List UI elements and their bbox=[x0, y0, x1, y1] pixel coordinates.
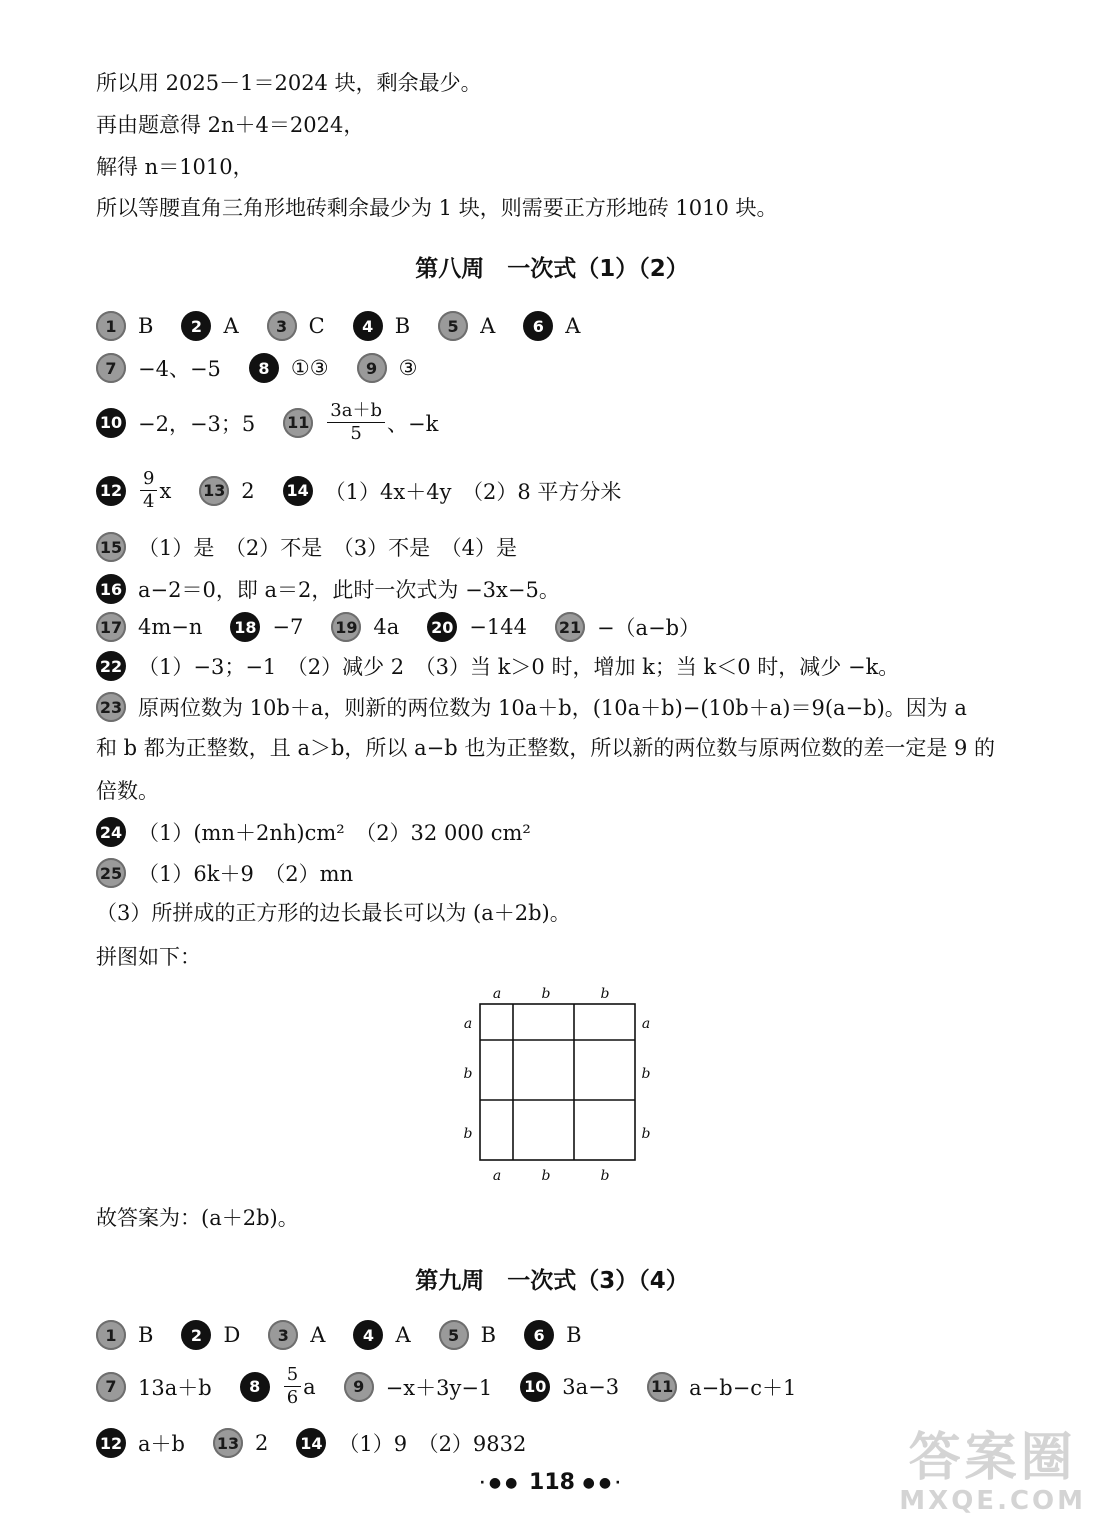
q-number-badge: 13 bbox=[213, 1428, 243, 1458]
bottom-label: b bbox=[600, 1168, 610, 1184]
fraction bbox=[284, 1364, 301, 1409]
w8-row-q23 bbox=[96, 692, 967, 722]
q-number-badge: 10 bbox=[520, 1372, 550, 1402]
answer: −4、−5 bbox=[138, 357, 221, 381]
left-label: b bbox=[463, 1066, 473, 1082]
answer: A bbox=[223, 314, 239, 338]
answer: −2，−3；5 bbox=[138, 411, 256, 436]
intro-line-3: 解得 n＝1010， bbox=[96, 155, 254, 179]
answer: a＋b bbox=[138, 1432, 185, 1456]
outer-square bbox=[480, 1004, 635, 1160]
q-number-badge: 24 bbox=[96, 817, 126, 847]
q-number-badge: 25 bbox=[96, 858, 126, 888]
watermark bbox=[899, 1430, 1086, 1516]
q-number-badge: 3 bbox=[268, 1320, 298, 1350]
answer: a−2＝0，即 a＝2，此时一次式为 −3x−5。 bbox=[138, 578, 560, 602]
fraction-numerator: 5 bbox=[284, 1364, 301, 1387]
answer: a−b−c＋1 bbox=[689, 1375, 797, 1400]
answer: B bbox=[394, 314, 411, 338]
answer: A bbox=[395, 1323, 411, 1347]
q-number-badge: 12 bbox=[96, 1428, 126, 1458]
q-number-badge: 22 bbox=[96, 651, 126, 681]
w8-row-q1-6 bbox=[96, 311, 608, 341]
answer: B bbox=[138, 314, 154, 338]
answer: A bbox=[310, 1323, 326, 1347]
right-label: b bbox=[641, 1126, 651, 1142]
q-number-badge: 4 bbox=[353, 1320, 383, 1350]
q-number-badge: 11 bbox=[647, 1372, 677, 1402]
fraction-numerator: 9 bbox=[140, 468, 157, 491]
w8-row-q17-21 bbox=[96, 612, 728, 642]
answer: 2 bbox=[241, 478, 255, 503]
q-number-badge: 14 bbox=[296, 1428, 326, 1458]
answer: A bbox=[565, 314, 581, 338]
answer: 4a bbox=[373, 615, 400, 639]
q-number-badge: 18 bbox=[230, 612, 260, 642]
q-number-badge: 5 bbox=[438, 311, 468, 341]
fraction-denominator: 6 bbox=[286, 1387, 299, 1408]
w9-row-q12-14 bbox=[96, 1428, 554, 1458]
answer: −x＋3y−1 bbox=[385, 1375, 493, 1400]
intro-line-4: 所以等腰直角三角形地砖剩余最少为 1 块，则需要正方形地砖 1010 块。 bbox=[96, 196, 778, 220]
q-number-badge: 21 bbox=[555, 612, 585, 642]
q-number-badge: 13 bbox=[199, 476, 229, 506]
bottom-label: b bbox=[541, 1168, 551, 1184]
answer: （1）(mn＋2nh)cm² （2）32 000 cm² bbox=[138, 821, 531, 845]
q-number-badge: 1 bbox=[96, 311, 126, 341]
q-number-badge: 3 bbox=[267, 311, 297, 341]
left-label: b bbox=[463, 1126, 473, 1142]
fraction-denominator: 5 bbox=[350, 423, 362, 444]
q-number-badge: 16 bbox=[96, 574, 126, 604]
tiling-diagram bbox=[440, 978, 680, 1188]
q-number-badge: 6 bbox=[524, 1320, 554, 1350]
answer: −（a−b） bbox=[596, 616, 701, 640]
answer: B bbox=[480, 1323, 497, 1347]
w8-row-q24 bbox=[96, 817, 559, 847]
bottom-label: a bbox=[492, 1168, 502, 1184]
w8-row-q10-11 bbox=[96, 400, 466, 445]
answer: D bbox=[223, 1323, 241, 1347]
conclusion: 故答案为：(a＋2b)。 bbox=[96, 1206, 299, 1230]
fraction-denominator: 4 bbox=[143, 491, 155, 512]
top-label: b bbox=[600, 986, 610, 1002]
w8-row-q15 bbox=[96, 532, 545, 562]
answer: −7 bbox=[272, 615, 304, 639]
q-number-badge: 14 bbox=[283, 476, 313, 506]
answer: 原两位数为 10b＋a，则新的两位数为 10a＋b，(10a＋b)−(10b＋a)＝9(a−b)。因为 a bbox=[138, 696, 967, 720]
q-number-badge: 9 bbox=[357, 353, 387, 383]
answer: a bbox=[303, 1374, 316, 1399]
intro-line-1: 所以用 2025－1＝2024 块，剩余最少。 bbox=[96, 71, 482, 95]
answer: （1）6k＋9 （2）mn bbox=[138, 862, 354, 886]
watermark-url: MXQE.COM bbox=[899, 1486, 1086, 1516]
w9-row-q1-6 bbox=[96, 1320, 610, 1350]
answer: B bbox=[138, 1323, 154, 1347]
q-number-badge: 11 bbox=[283, 408, 313, 438]
q-number-badge: 20 bbox=[427, 612, 457, 642]
q-number-badge: 23 bbox=[96, 692, 126, 722]
q-number-badge: 2 bbox=[181, 311, 211, 341]
q-number-badge: 7 bbox=[96, 353, 126, 383]
answer: （1）9 （2）9832 bbox=[338, 1432, 527, 1456]
q25-line-2: （3）所拼成的正方形的边长最长可以为 (a＋2b)。 bbox=[96, 901, 571, 925]
intro-line-2: 再由题意得 2n＋4＝2024， bbox=[96, 113, 365, 137]
w8-row-q25 bbox=[96, 858, 381, 888]
answer: ①③ bbox=[290, 356, 329, 380]
q-number-badge: 5 bbox=[439, 1320, 469, 1350]
q-number-badge: 15 bbox=[96, 532, 126, 562]
q-number-badge: 17 bbox=[96, 612, 126, 642]
q-number-badge: 8 bbox=[240, 1372, 270, 1402]
answer: 13a＋b bbox=[138, 1375, 212, 1400]
answer: （1）4x＋4y （2）8 平方分米 bbox=[324, 479, 622, 504]
q-number-badge: 9 bbox=[344, 1372, 374, 1402]
w9-row-q7-11 bbox=[96, 1364, 824, 1409]
q-number-badge: 1 bbox=[96, 1320, 126, 1350]
answer: −144 bbox=[469, 615, 527, 639]
w8-row-q12-14 bbox=[96, 468, 649, 513]
week9-title: 第九周 一次式（3）（4） bbox=[415, 1268, 689, 1294]
decorative-dots: ·●● bbox=[479, 1475, 522, 1491]
answer: 、−k bbox=[387, 411, 439, 436]
answer: 4m−n bbox=[138, 615, 203, 639]
answer: B bbox=[566, 1323, 582, 1347]
w8-row-q16 bbox=[96, 574, 588, 604]
answer: 3a−3 bbox=[562, 1374, 620, 1399]
fraction bbox=[140, 468, 157, 513]
answer: C bbox=[308, 314, 325, 338]
q-number-badge: 12 bbox=[96, 476, 126, 506]
answer: （1）是 （2）不是 （3）不是 （4）是 bbox=[138, 536, 517, 560]
q23-line-2: 和 b 都为正整数，且 a＞b，所以 a−b 也为正整数，所以新的两位数与原两位数的差一定是 9 的 bbox=[96, 736, 996, 760]
q-number-badge: 10 bbox=[96, 408, 126, 438]
q-number-badge: 7 bbox=[96, 1372, 126, 1402]
fraction bbox=[327, 400, 385, 445]
q-number-badge: 4 bbox=[353, 311, 383, 341]
w8-row-q7-9 bbox=[96, 353, 445, 383]
week8-title: 第八周 一次式（1）（2） bbox=[415, 256, 689, 282]
q25-line-3: 拼图如下： bbox=[96, 945, 201, 969]
watermark-title: 答案圈 bbox=[908, 1428, 1077, 1488]
answer: ③ bbox=[398, 356, 418, 380]
answer: 2 bbox=[254, 1431, 269, 1455]
right-label: b bbox=[641, 1066, 651, 1082]
left-label: a bbox=[463, 1016, 473, 1032]
page-number: 118 bbox=[529, 1470, 575, 1495]
answer: A bbox=[480, 314, 496, 338]
top-label: a bbox=[492, 986, 502, 1002]
q-number-badge: 2 bbox=[181, 1320, 211, 1350]
right-label: a bbox=[641, 1016, 651, 1032]
decorative-dots: ●●· bbox=[582, 1475, 625, 1491]
q-number-badge: 8 bbox=[249, 353, 279, 383]
q23-line-3: 倍数。 bbox=[96, 779, 159, 803]
q-number-badge: 6 bbox=[523, 311, 553, 341]
w8-row-q22 bbox=[96, 651, 927, 681]
answer: （1）−3；−1 （2）减少 2 （3）当 k＞0 时，增加 k；当 k＜0 时，减少 −k。 bbox=[138, 655, 900, 679]
top-label: b bbox=[541, 986, 551, 1002]
answer: x bbox=[159, 478, 172, 503]
fraction-numerator: 3a＋b bbox=[327, 400, 385, 423]
q-number-badge: 19 bbox=[331, 612, 361, 642]
